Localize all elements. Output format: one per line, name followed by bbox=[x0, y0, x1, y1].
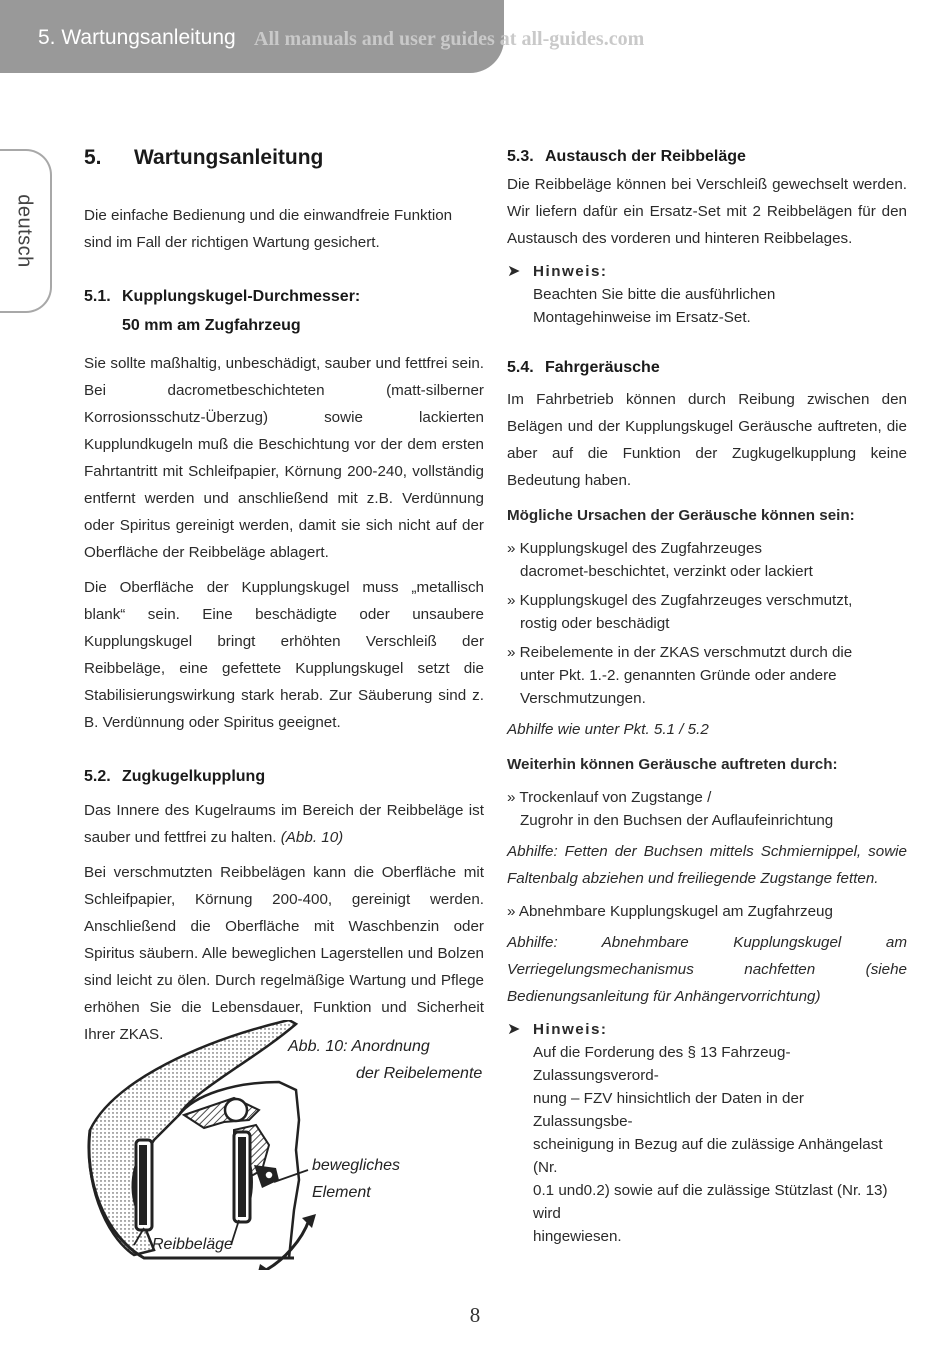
list-item-line: dacromet-beschichtet, verzinkt oder lackiert bbox=[520, 563, 813, 580]
section-5-4-heading bbox=[507, 353, 907, 382]
label-moving-element-line2: Element bbox=[312, 1184, 371, 1201]
remedy-text: Abhilfe: Abnehmbare Kupplungskugel am Verriegelungsmechanismus nachfetten (siehe Bedienungsanleitung für Anhängervorrichtung) bbox=[507, 934, 907, 1005]
page-number: 8 bbox=[469, 1303, 481, 1327]
section-title-line2: 50 mm am Zugfahrzeug bbox=[122, 317, 301, 334]
hint-label: Hinweis: bbox=[533, 263, 608, 280]
remedy-text: Abhilfe: Fetten der Buchsen mittels Schmiernippel, sowie Faltenbalg abziehen und freiliegende Zugstange fetten. bbox=[507, 843, 907, 887]
paragraph bbox=[84, 797, 484, 851]
figure-reference: (Abb. 10) bbox=[280, 829, 344, 846]
list-item-line: » Kupplungskugel des Zugfahrzeuges verschmutzt, bbox=[507, 592, 853, 609]
paragraph: Bei verschmutzten Reibbelägen kann die Oberfläche mit Schleifpapier, Körnung 200-400, gereinigt werden. Anschließend die Oberfläche mit Waschbenzin oder Spiritus säubern. Alle beweglichen Lagerstellen und Bolzen sind leicht zu ölen. Durch regelmäßige Wartung und Pflege erhöhen Sie die Lebensdauer, Funktion und Sicherheit Ihrer ZKAS. bbox=[84, 864, 484, 1043]
hint-line: hingewiesen. bbox=[533, 1228, 622, 1245]
list-item-line: » Kupplungskugel des Zugfahrzeuges bbox=[507, 540, 762, 557]
list-item: » Abnehmbare Kupplungskugel am Zugfahrzeug bbox=[507, 903, 833, 920]
label-moving-element: bewegliches bbox=[312, 1157, 401, 1174]
paragraph: Im Fahrbetrieb können durch Reibung zwischen den Belägen und der Kupplungskugel Geräusche auftreten, die aber auf die Funktion der Zugkugelkupplung keine Bedeutung haben. bbox=[507, 391, 907, 489]
intro-paragraph: Die einfache Bedienung und die einwandfreie Funktion sind im Fall der richtigen Wartung gesichert. bbox=[84, 207, 453, 251]
list-item bbox=[507, 786, 907, 832]
paragraph: Sie sollte maßhaltig, unbeschädigt, sauber und fettfrei sein. Bei dacrometbeschichteten (matt-silberner Korrosionsschutz-Überzug) sowie lackierten Kupplundkugeln muß die Beschichtung vor der dem ersten Fahrtantritt mit Schleifpapier, Körnung 200-240, vollständig entfernt werden und anschließend mit z.B. Verdünnung oder Spiritus gereinigt werden, damit sie sich nicht auf der Oberfläche der Reibbeläge ablagert. bbox=[84, 355, 484, 561]
section-number: 5.2. bbox=[84, 768, 111, 785]
figure-10 bbox=[84, 1020, 494, 1270]
hint-box bbox=[507, 1018, 907, 1248]
section-number: 5.4. bbox=[507, 359, 534, 376]
list-item bbox=[507, 641, 907, 710]
hint-line: nung – FZV hinsichtlich der Daten in der Zulassungsbe- bbox=[533, 1090, 804, 1130]
hint-box bbox=[507, 260, 907, 329]
figure-caption-line2: der Reibelemente bbox=[356, 1065, 483, 1082]
list-item-line: Zugrohr in den Buchsen der Auflaufeinrichtung bbox=[520, 812, 834, 829]
language-tab bbox=[0, 149, 52, 313]
hint-line: 0.1 und0.2) sowie auf die zulässige Stützlast (Nr. 13) wird bbox=[533, 1182, 888, 1222]
list-item-line: » Reibelemente in der ZKAS verschmutzt durch die bbox=[507, 644, 853, 661]
right-column bbox=[507, 142, 907, 1258]
list-item-line: » Trockenlauf von Zugstange / bbox=[507, 789, 712, 806]
section-5-1-heading bbox=[84, 282, 484, 340]
list-item-line: unter Pkt. 1.-2. genannten Gründe oder andere bbox=[520, 667, 837, 684]
list-item bbox=[507, 589, 907, 635]
section-title: Zugkugelkupplung bbox=[122, 768, 266, 785]
further-causes-heading: Weiterhin können Geräusche auftreten durch: bbox=[507, 756, 838, 773]
hint-label: Hinweis: bbox=[533, 1021, 608, 1038]
section-number: 5.3. bbox=[507, 148, 534, 165]
header-title: 5. Wartungsanleitung bbox=[38, 26, 236, 49]
hint-line: Beachten Sie bitte die ausführlichen bbox=[533, 286, 776, 303]
section-5-2-heading bbox=[84, 762, 484, 791]
language-tab-label: deutsch bbox=[13, 194, 36, 268]
figure-caption: Abb. 10: Anordnung bbox=[288, 1038, 430, 1055]
list-item-line: Verschmutzungen. bbox=[520, 690, 646, 707]
chapter-title: Wartungsanleitung bbox=[134, 146, 324, 169]
arrow-icon: ➤ bbox=[507, 263, 521, 280]
label-friction-pads: Reibbeläge bbox=[152, 1236, 233, 1253]
section-title: Fahrgeräusche bbox=[545, 359, 660, 376]
section-title: Kupplungskugel-Durchmesser: bbox=[122, 288, 361, 305]
watermark: All manuals and user guides at all-guides.com bbox=[254, 28, 645, 50]
paragraph: Die Oberfläche der Kupplungskugel muss „metallisch blank“ sein. Eine beschädigte oder unsaubere Kupplungskugel bringt erhöhten Verschleiß der Reibbeläge, eine gefettete Kupplungskugel setzt die Stabilisierungswirkung stark herab. Zur Säuberung sind z. B. Verdünnung oder Spiritus geeignet. bbox=[84, 579, 484, 731]
list-item bbox=[507, 537, 907, 583]
hint-line: Auf die Forderung des § 13 Fahrzeug-Zulassungsverord- bbox=[533, 1044, 791, 1084]
causes-heading: Mögliche Ursachen der Geräusche können sein: bbox=[507, 507, 855, 524]
left-column bbox=[84, 142, 484, 1056]
paragraph: Die Reibbeläge können bei Verschleiß gewechselt werden. Wir liefern dafür ein Ersatz-Set mit 2 Reibbelägen für den Austausch des vorderen und hinteren Reibbelages. bbox=[507, 176, 907, 247]
list-item-line: rostig oder beschädigt bbox=[520, 615, 670, 632]
paragraph-text: Das Innere des Kugelraums im Bereich der Reibbeläge ist sauber und fettfrei zu halten. bbox=[84, 802, 484, 846]
section-5-3-heading bbox=[507, 142, 907, 171]
chapter-number: 5. bbox=[84, 146, 102, 169]
arrow-icon: ➤ bbox=[507, 1021, 521, 1038]
section-number: 5.1. bbox=[84, 288, 111, 305]
section-title: Austausch der Reibbeläge bbox=[545, 148, 746, 165]
page-header bbox=[0, 0, 645, 73]
hint-line: Montagehinweise im Ersatz-Set. bbox=[533, 309, 751, 326]
hint-line: scheinigung in Bezug auf die zulässige Anhängelast (Nr. bbox=[533, 1136, 883, 1176]
chapter-heading bbox=[84, 142, 484, 174]
remedy-text: Abhilfe wie unter Pkt. 5.1 / 5.2 bbox=[507, 721, 709, 738]
